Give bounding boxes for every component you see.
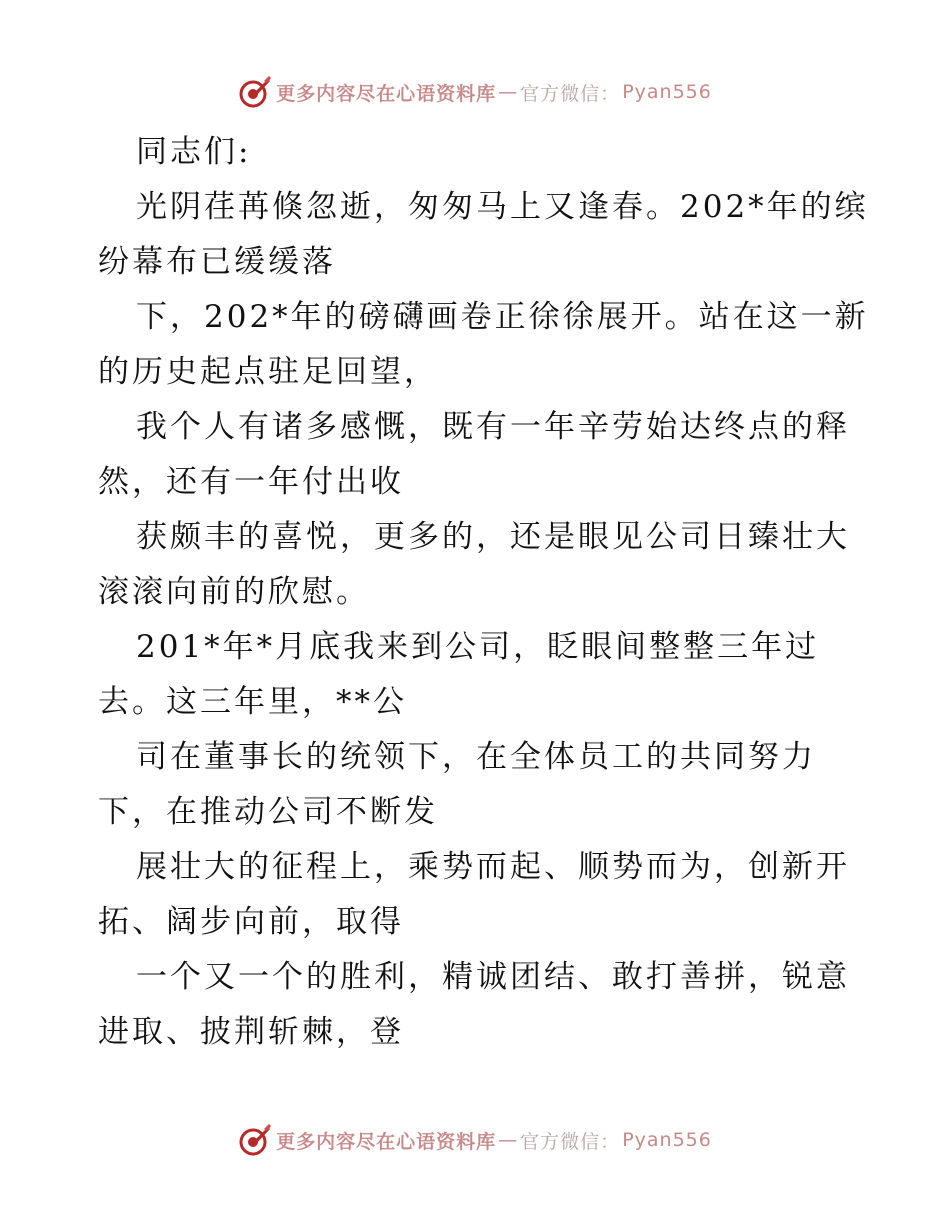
quill-circle-logo-icon xyxy=(238,75,272,109)
document-body xyxy=(98,125,869,1060)
document-line-salutation: 同志们: xyxy=(136,134,252,170)
document-line: 光阴荏苒倏忽逝，匆匆马上又逢春。202*年的缤 xyxy=(136,189,869,225)
header-watermark xyxy=(0,72,950,112)
watermark-wechat-id: Pyan556 xyxy=(622,1129,712,1151)
watermark-main-text: 更多内容尽在心语资料库 xyxy=(276,1130,497,1153)
document-line: 拓、阔步向前，取得 xyxy=(98,904,404,940)
quill-circle-logo-icon xyxy=(238,1123,272,1157)
watermark-main-text: 更多内容尽在心语资料库 xyxy=(276,82,497,105)
document-line: 然，还有一年付出收 xyxy=(98,464,404,500)
watermark-wechat-id: Pyan556 xyxy=(622,81,712,103)
watermark-sub-text: 官方微信： xyxy=(520,1130,621,1153)
document-line: 司在董事长的统领下，在全体员工的共同努力 xyxy=(136,739,816,775)
document-line: 滚滚向前的欣慰。 xyxy=(98,574,370,610)
watermark-separator: — xyxy=(498,1129,519,1151)
document-line: 下，202*年的磅礴画卷正徐徐展开。站在这一新 xyxy=(136,299,869,335)
document-line: 下，在推动公司不断发 xyxy=(98,794,438,830)
document-line: 进取、披荆斩棘，登 xyxy=(98,1014,404,1050)
watermark-sub-text: 官方微信： xyxy=(520,82,621,105)
document-line: 的历史起点驻足回望， xyxy=(98,354,438,390)
document-line: 去。这三年里，**公 xyxy=(98,684,407,720)
watermark-separator: — xyxy=(498,81,519,103)
document-line: 一个又一个的胜利，精诚团结、敢打善拼，锐意 xyxy=(136,959,850,995)
document-line: 我个人有诸多感慨，既有一年辛劳始达终点的释 xyxy=(136,409,850,445)
document-line: 纷幕布已缓缓落 xyxy=(98,244,336,280)
document-line: 201*年*月底我来到公司，眨眼间整整三年过 xyxy=(136,629,820,665)
document-line: 展壮大的征程上，乘势而起、顺势而为，创新开 xyxy=(136,849,850,885)
footer-watermark xyxy=(0,1120,950,1160)
document-line: 获颇丰的喜悦，更多的，还是眼见公司日臻壮大 xyxy=(136,519,850,555)
